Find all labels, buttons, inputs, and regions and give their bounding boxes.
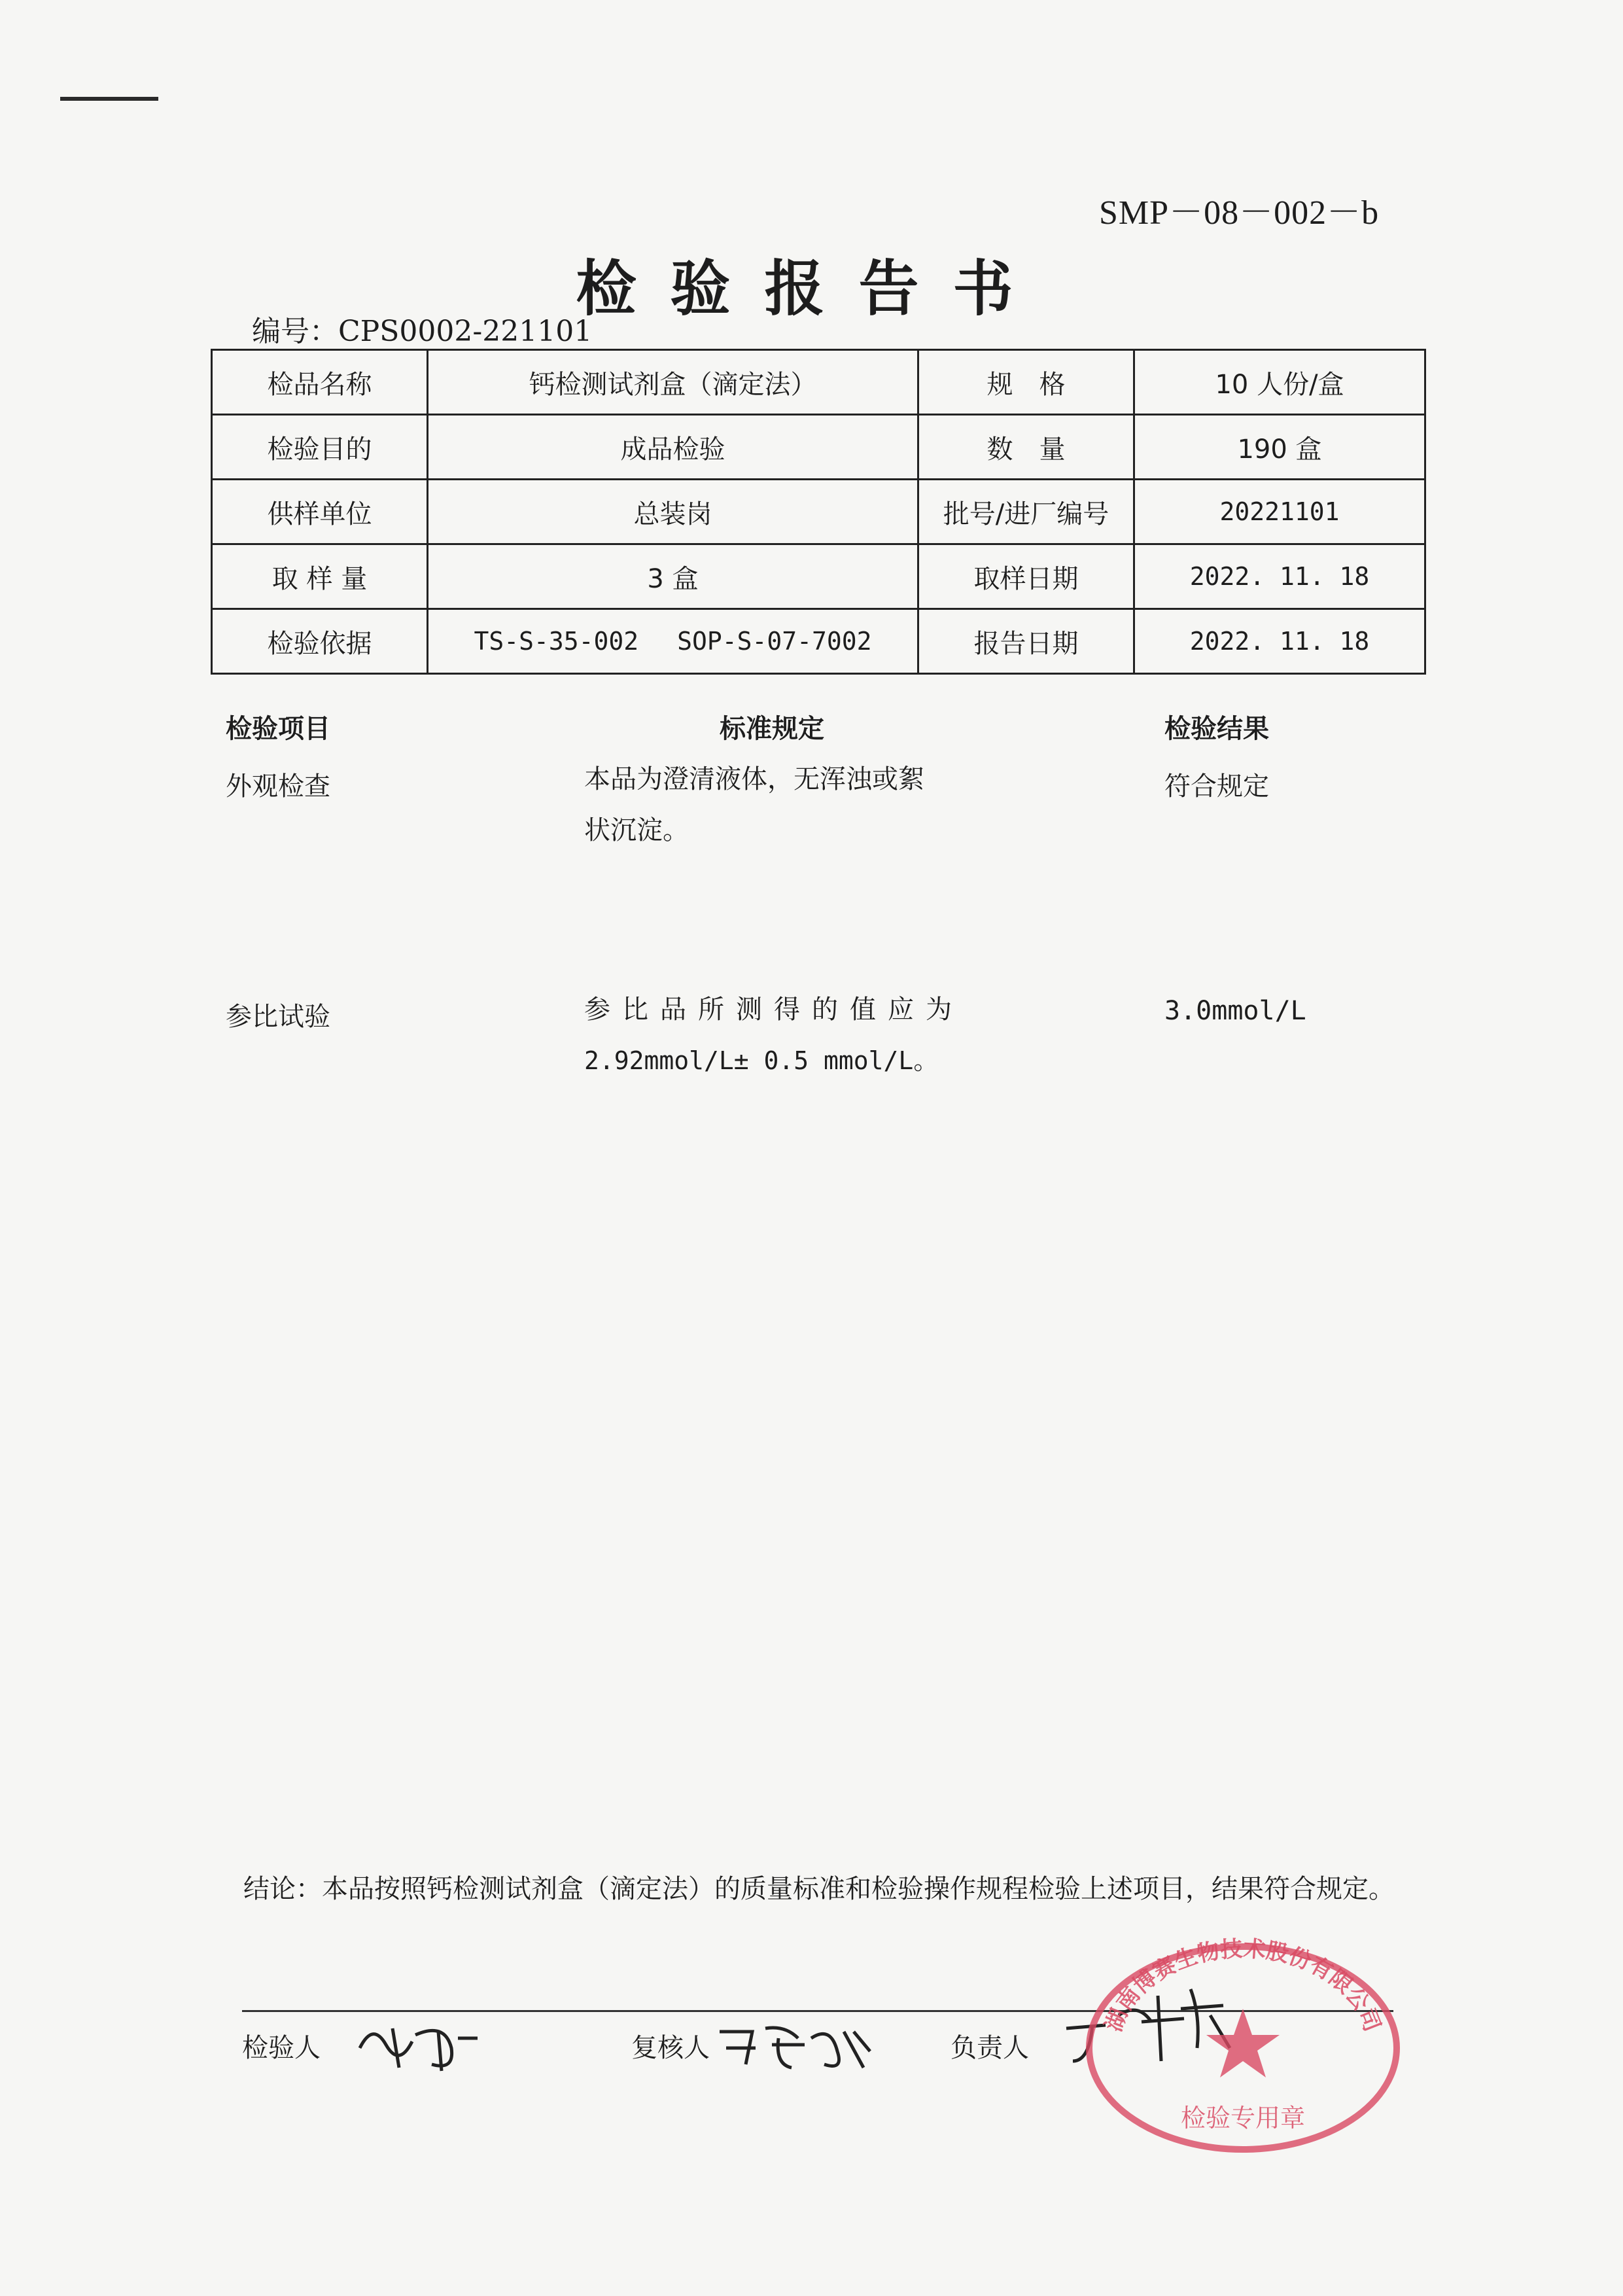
result-item-appearance: 外观检查 [226,771,330,802]
basis-standard-2: SOP-S-07-7002 [677,627,872,656]
stamp-bottom-text: 检验专用章 [1180,2104,1306,2132]
product-name-label: 检品名称 [212,350,428,415]
basis-label: 检验依据 [212,609,428,674]
basis-standard-1: TS-S-35-002 [474,627,639,656]
batch-label: 批号/进厂编号 [918,480,1134,544]
standard-line: 2.92mmol/L± 0.5 mmol/L。 [584,1046,939,1075]
spec-label: 规 格 [918,350,1134,415]
result-standard-appearance [584,754,964,856]
table-row [212,480,1425,544]
result-item-reference: 参比试验 [226,1002,330,1032]
standard-line: 参比品所测得的值应为 [584,995,964,1025]
result-value-appearance: 符合规定 [1164,771,1269,802]
quantity-label: 数 量 [918,415,1134,480]
supplier-label: 供样单位 [212,480,428,544]
quantity-value: 190 盒 [1134,415,1425,480]
inspector-signature [353,2009,484,2081]
report-date-label: 报告日期 [918,609,1134,674]
spec-value: 10 人份/盒 [1134,350,1425,415]
purpose-value: 成品检验 [428,415,918,480]
supplier-value: 总装岗 [428,480,918,544]
sample-qty-value: 3 盒 [428,544,918,609]
result-standard-reference [584,984,964,1086]
stamp-top-text: 湖南博赛生物技术股份有限公司 [1100,1935,1386,2036]
corner-dash-mark [60,97,158,101]
report-date-value: 2022. 11. 18 [1134,609,1425,674]
standard-line: 状沉淀。 [584,815,689,845]
report-number: 编号：CPS0002-221101 [252,315,593,348]
info-table [211,349,1426,675]
table-row [212,350,1425,415]
col-header-result: 检验结果 [1164,714,1269,744]
col-header-standard: 标准规定 [720,714,824,744]
result-value-reference: 3.0mmol/L [1164,996,1306,1026]
purpose-label: 检验目的 [212,415,428,480]
form-code: SMP－08－002－b [1099,194,1380,232]
page-title: 检验报告书 [576,253,1047,324]
sample-date-label: 取样日期 [918,544,1134,609]
sample-date-value: 2022. 11. 18 [1134,544,1425,609]
col-header-item: 检验项目 [226,714,330,744]
batch-value: 20221101 [1134,480,1425,544]
inspector-label: 检验人 [242,2033,321,2063]
reviewer-label: 复核人 [631,2033,710,2063]
basis-cell [428,609,918,674]
star-icon [1206,2009,1280,2077]
product-name: 钙检测试剂盒（滴定法） [428,350,918,415]
conclusion-text: 结论：本品按照钙检测试剂盒（滴定法）的质量标准和检验操作规程检验上述项目，结果符合规定。 [243,1874,1395,1904]
table-row [212,609,1425,674]
responsible-label: 负责人 [951,2033,1029,2063]
official-seal-stamp [1073,1917,1413,2153]
table-row [212,415,1425,480]
reviewer-signature [713,2012,883,2077]
table-row [212,544,1425,609]
sample-qty-label: 取 样 量 [212,544,428,609]
standard-line: 本品为澄清液体，无浑浊或絮 [584,764,924,794]
